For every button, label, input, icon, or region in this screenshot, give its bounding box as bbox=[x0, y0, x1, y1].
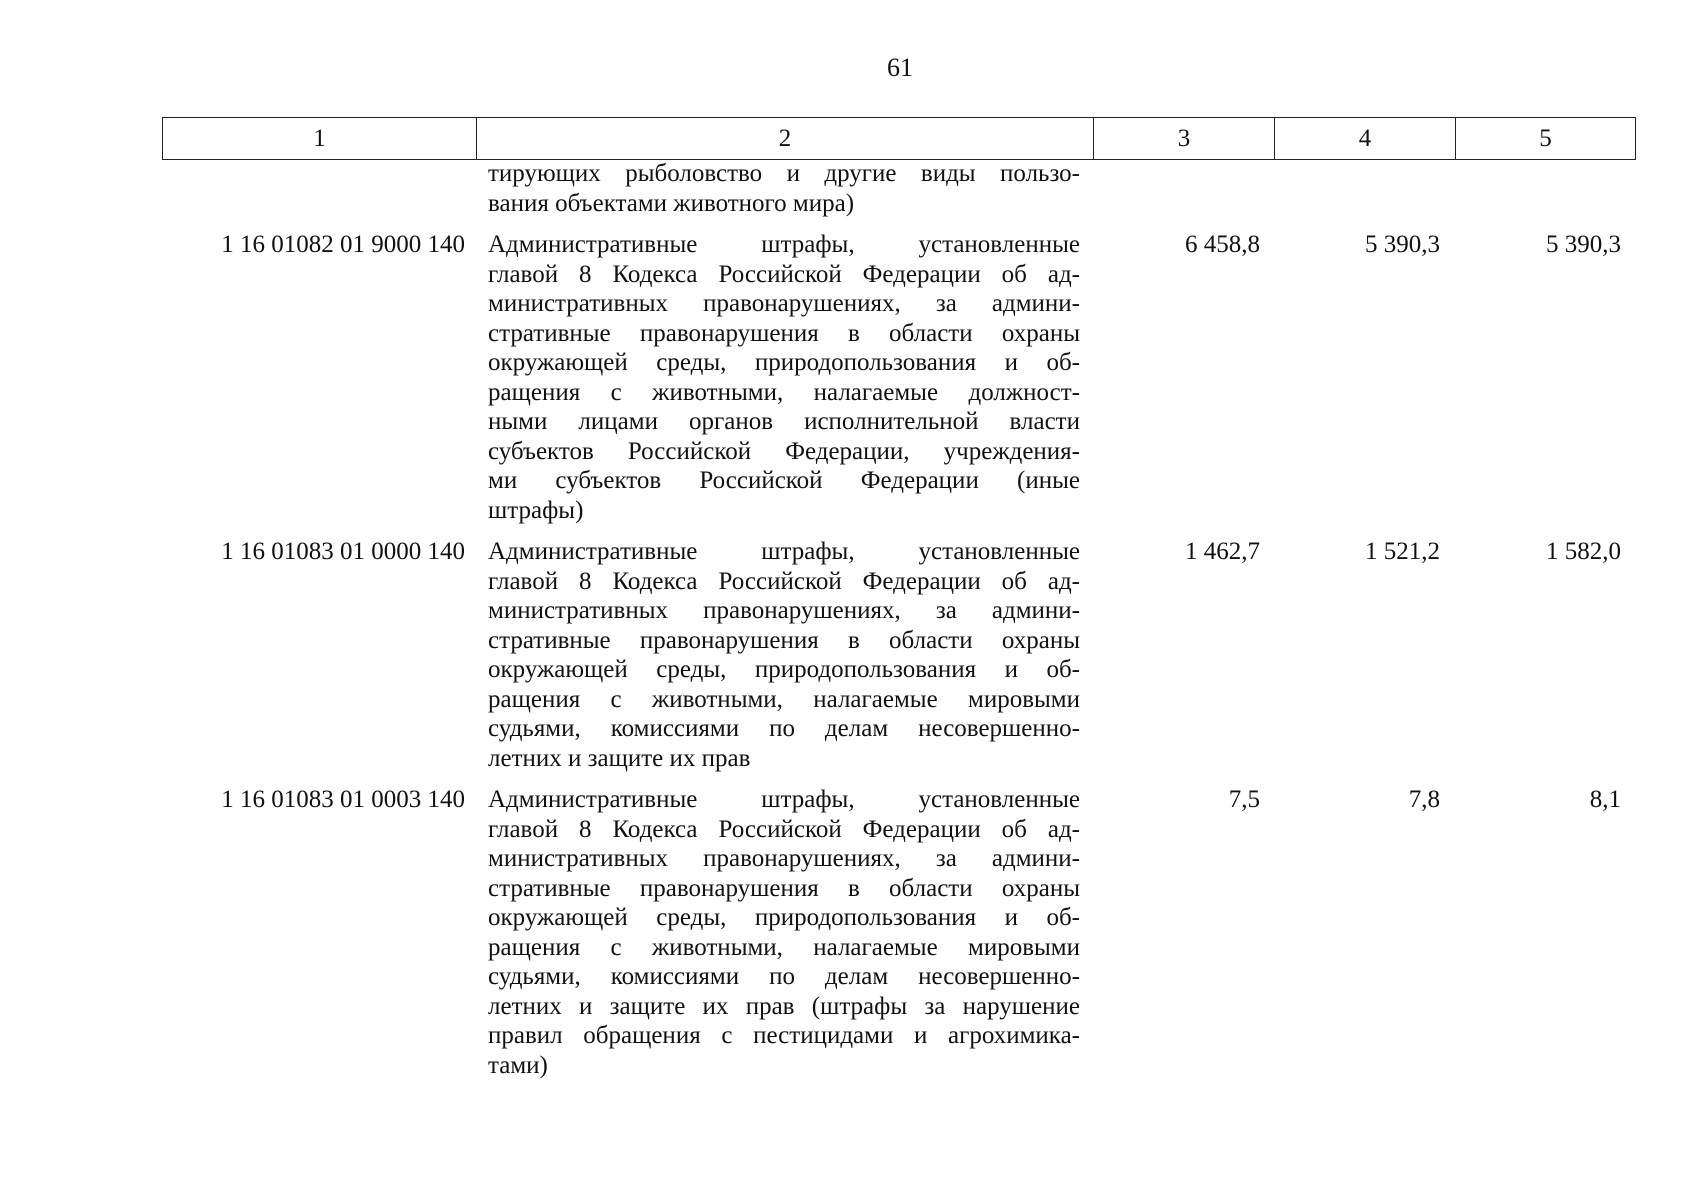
description-line: правил обращения с пестицидами и агрохимика- bbox=[488, 1022, 1080, 1049]
description-line: тами) bbox=[488, 1051, 548, 1079]
budget-code: 1 16 01083 01 0000 140 bbox=[221, 538, 465, 565]
table-body bbox=[162, 159, 1635, 1080]
description-line: летних и защите их прав bbox=[488, 744, 751, 772]
table-row bbox=[162, 785, 1635, 1080]
value-col-3: 1 462,7 bbox=[1185, 538, 1260, 565]
column-header-3: 3 bbox=[1094, 118, 1275, 160]
description-line: окружающей среды, природопользования и об- bbox=[488, 349, 1080, 376]
value-col-5: 8,1 bbox=[1589, 786, 1621, 813]
description-line: стративные правонарушения в области охраны bbox=[488, 626, 1080, 654]
page-number: 61 bbox=[887, 53, 913, 82]
table-row-continuation bbox=[162, 159, 1635, 218]
description bbox=[475, 785, 1091, 1080]
column-header-table bbox=[162, 117, 1636, 160]
description-line: тирующих рыболовство и другие виды пользо- bbox=[488, 160, 1080, 187]
value-col-3: 7,5 bbox=[1228, 786, 1260, 813]
description-line: стративные правонарушения в области охраны bbox=[488, 874, 1080, 902]
column-header-5: 5 bbox=[1456, 118, 1636, 160]
description-line: судьями, комиссиями по делам несовершенно- bbox=[488, 715, 1080, 742]
description-line: министративных правонарушениях, за админи- bbox=[488, 597, 1080, 624]
value-col-4: 7,8 bbox=[1408, 786, 1440, 813]
column-header-2: 2 bbox=[477, 118, 1094, 160]
description-line: штрафы) bbox=[488, 496, 584, 524]
description-line: окружающей среды, природопользования и об- bbox=[488, 904, 1080, 931]
description-line: министративных правонарушениях, за админи- bbox=[488, 845, 1080, 872]
description bbox=[475, 230, 1091, 525]
description-line: вания объектами животного мира) bbox=[488, 189, 855, 217]
description-line: ми субъектов Российской Федерации (иные bbox=[488, 467, 1080, 494]
description-line: главой 8 Кодекса Российской Федерации об ад- bbox=[488, 815, 1080, 843]
column-header-1: 1 bbox=[163, 118, 477, 160]
description-line: Административные штрафы, установленные bbox=[488, 538, 1080, 565]
description-line: ращения с животными, налагаемые мировыми bbox=[488, 685, 1080, 713]
description-line: субъектов Российской Федерации, учреждения- bbox=[488, 437, 1080, 465]
value-col-5: 5 390,3 bbox=[1546, 231, 1621, 258]
budget-code: 1 16 01083 01 0003 140 bbox=[221, 786, 465, 813]
value-col-3: 6 458,8 bbox=[1185, 231, 1260, 258]
description-line: главой 8 Кодекса Российской Федерации об ад- bbox=[488, 567, 1080, 595]
description-line: Административные штрафы, установленные bbox=[488, 231, 1080, 258]
description-line: ращения с животными, налагаемые мировыми bbox=[488, 933, 1080, 961]
description-line: Административные штрафы, установленные bbox=[488, 786, 1080, 813]
description-line: министративных правонарушениях, за админи- bbox=[488, 290, 1080, 317]
budget-code: 1 16 01082 01 9000 140 bbox=[221, 231, 465, 258]
table-row bbox=[162, 537, 1635, 773]
value-col-4: 5 390,3 bbox=[1365, 231, 1440, 258]
column-header-4: 4 bbox=[1275, 118, 1456, 160]
description-line: главой 8 Кодекса Российской Федерации об ад- bbox=[488, 260, 1080, 288]
description-line: окружающей среды, природопользования и об- bbox=[488, 656, 1080, 683]
description bbox=[475, 159, 1091, 218]
description-line: летних и защите их прав (штрафы за нарушение bbox=[488, 992, 1080, 1020]
description-line: ными лицами органов исполнительной власти bbox=[488, 408, 1080, 435]
description-line: судьями, комиссиями по делам несовершенно- bbox=[488, 963, 1080, 990]
value-col-4: 1 521,2 bbox=[1365, 538, 1440, 565]
value-col-5: 1 582,0 bbox=[1546, 538, 1621, 565]
description-line: ращения с животными, налагаемые должност- bbox=[488, 378, 1080, 406]
description-line: стративные правонарушения в области охраны bbox=[488, 319, 1080, 347]
table-row bbox=[162, 230, 1635, 525]
description bbox=[475, 537, 1091, 773]
column-header-row bbox=[163, 118, 1636, 160]
